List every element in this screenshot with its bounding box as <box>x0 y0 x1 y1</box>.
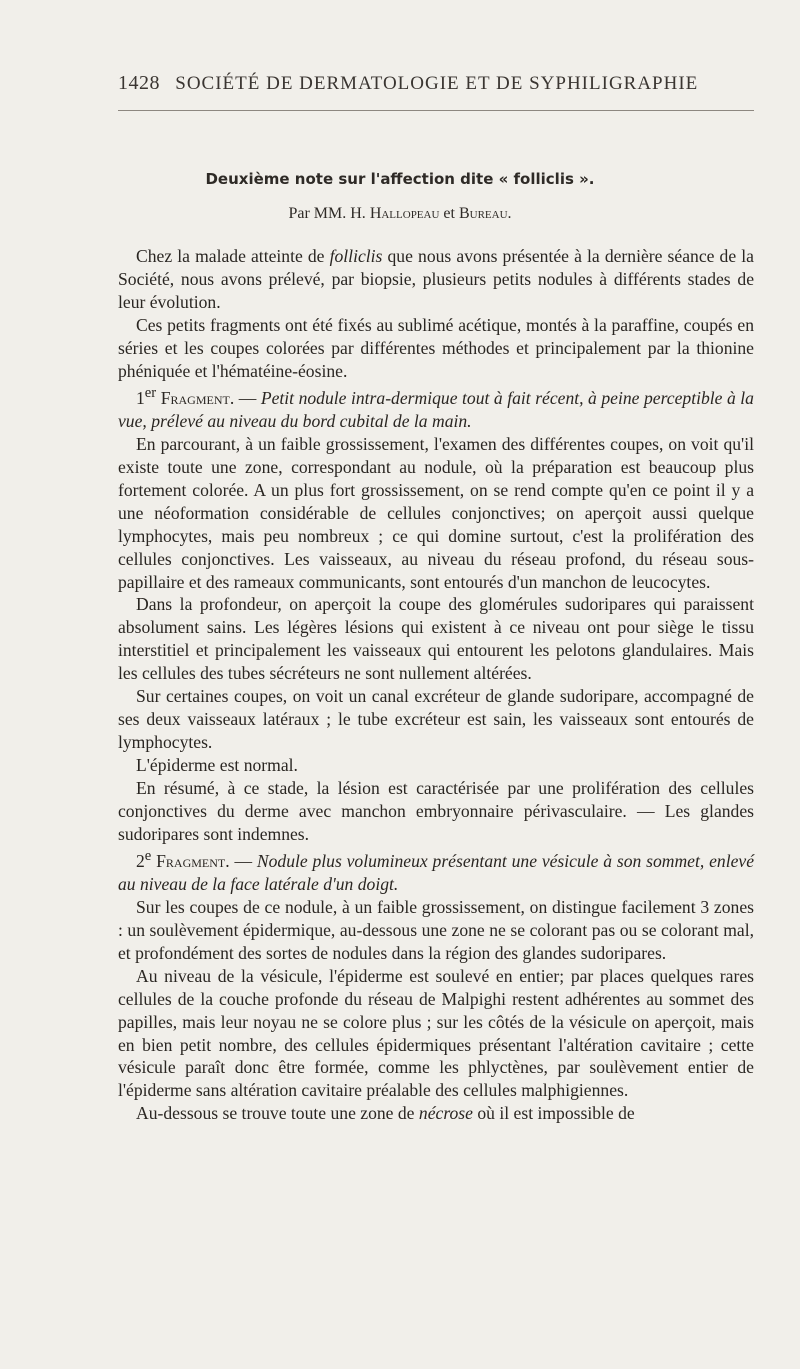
running-header <box>118 72 758 95</box>
paragraph-resume: En résumé, à ce stade, la lésion est caractérisée par une prolifération des cellules conjonctives du derme avec manchon embryonnaire périvasculaire. — Les glandes sudoripares sont indemnes. <box>118 777 754 844</box>
byline-prefix: Par MM. H. <box>288 205 366 222</box>
author-bureau: Bureau. <box>458 205 512 222</box>
paragraph-examen: En parcourant, à un faible grossissement, l'examen des différentes coupes, on voit qu'il existe toute une zone, correspondant au nodule, où la préparation est beaucoup plus fortement colorée. A un plus fort grossissement, on se rend compte qu'en ce point il y a une néoformation considérable de cellules conjonctives; on aperçoit aussi quelque lymphocytes, mais peu nombreux ; ce qui domine surtout, c'est la prolifération des cellules conjonctives. Les vaisseaux, au niveau du réseau profond, du réseau sous-papillaire et des rameaux communicants, sont entourés d'un manchon de leucocytes. <box>118 434 754 592</box>
page-number: 1428 <box>118 72 160 94</box>
frag2-dash: — <box>229 851 257 872</box>
article-title: Deuxième note sur l'affection dite « folliclis ». <box>205 170 595 188</box>
p1-text-a: Chez la malade atteinte de <box>136 246 330 266</box>
paragraph-vesicule: Au niveau de la vésicule, l'épiderme est soulevé en entier; par places quelques rares cellules de la couche profonde du réseau de Malpighi restent adhérentes au sommet des papilles, mais leur noyau ne se colore plus ; sur les côtés de la vésicule on aperçoit, mais en bien petit nombre, des cellules épidermiques présentant l'altération cavitaire ; cette vésicule paraît donc être formée, comme les phlyctènes, par soulèvement entier de l'épiderme sans altération cavitaire préalable des cellules malphigiennes. <box>118 965 754 1101</box>
paragraph-necrose <box>118 1102 754 1125</box>
article-body <box>118 245 754 1125</box>
running-title: SOCIÉTÉ DE DERMATOLOGIE ET DE SYPHILIGRAPHIE <box>175 73 699 94</box>
p10-text-b: où il est impossible de <box>472 1103 635 1124</box>
paragraph-canal: Sur certaines coupes, on voit un canal excréteur de glande sudoripare, accompagné de ses deux vaisseaux latéraux ; le tube excréteur est sain, les vaisseaux sont entourés de lymphocytes. <box>118 686 754 752</box>
fragment-2-heading <box>118 845 754 896</box>
frag1-description: Petit nodule intra-dermique tout à fait récent, à peine perceptible à la vue, prélevé au niveau du bord cubital de la main. <box>118 388 754 432</box>
frag2-superscript: e <box>144 848 152 865</box>
author-hallopeau: Hallopeau <box>369 205 440 222</box>
frag1-superscript: er <box>144 385 157 402</box>
frag2-number: 2 <box>136 851 145 872</box>
frag2-label: Fragment. <box>156 851 230 872</box>
paragraph-epiderme: L'épiderme est normal. <box>136 754 298 775</box>
p1-emphasis: folliclis <box>329 246 383 266</box>
paragraph-methods: Ces petits fragments ont été fixés au sublimé acétique, montés à la paraffine, coupés en séries et les coupes colorées par différentes méthodes et principalement par la thionine phéniquée et l'hématéine-éosine. <box>118 314 754 381</box>
fragment-1-heading <box>118 382 754 433</box>
frag1-label: Fragment. <box>160 388 235 409</box>
paragraph-zones: Sur les coupes de ce nodule, à un faible grossissement, on distingue facilement 3 zones : un soulèvement épidermique, au-dessous une zone ne se colorant pas ou se colorant mal, et profondément des sortes de nodules dans la région des glandes sudoripares. <box>118 897 754 963</box>
p1-text-b: que nous avons présentée à la dernière séance de la Société, nous avons prélevé, par biopsie, plusieurs petits nodules à différents stades de leur évolution. <box>118 246 754 312</box>
byline <box>0 205 800 223</box>
header-rule <box>118 110 754 111</box>
frag2-description: Nodule plus volumineux présentant une vésicule à son sommet, enlevé au niveau de la face latérale d'un doigt. <box>118 851 755 895</box>
frag1-number: 1 <box>136 388 145 409</box>
paragraph-profondeur: Dans la profondeur, on aperçoit la coupe des glomérules sudoripares qui paraissent absolument sains. Les légères lésions qui existent à ce niveau ont pour siège le tissu interstitiel et principalement les vaisseaux qui entourent les pelotons glandulaires. Mais les cellules des tubes sécréteurs ne sont nullement altérées. <box>118 594 754 684</box>
frag1-dash: — <box>234 388 261 409</box>
p10-text-a: Au-dessous se trouve toute une zone de <box>136 1103 419 1124</box>
paragraph-intro <box>118 245 754 314</box>
p10-emphasis: nécrose <box>418 1103 473 1124</box>
byline-and: et <box>443 205 455 222</box>
